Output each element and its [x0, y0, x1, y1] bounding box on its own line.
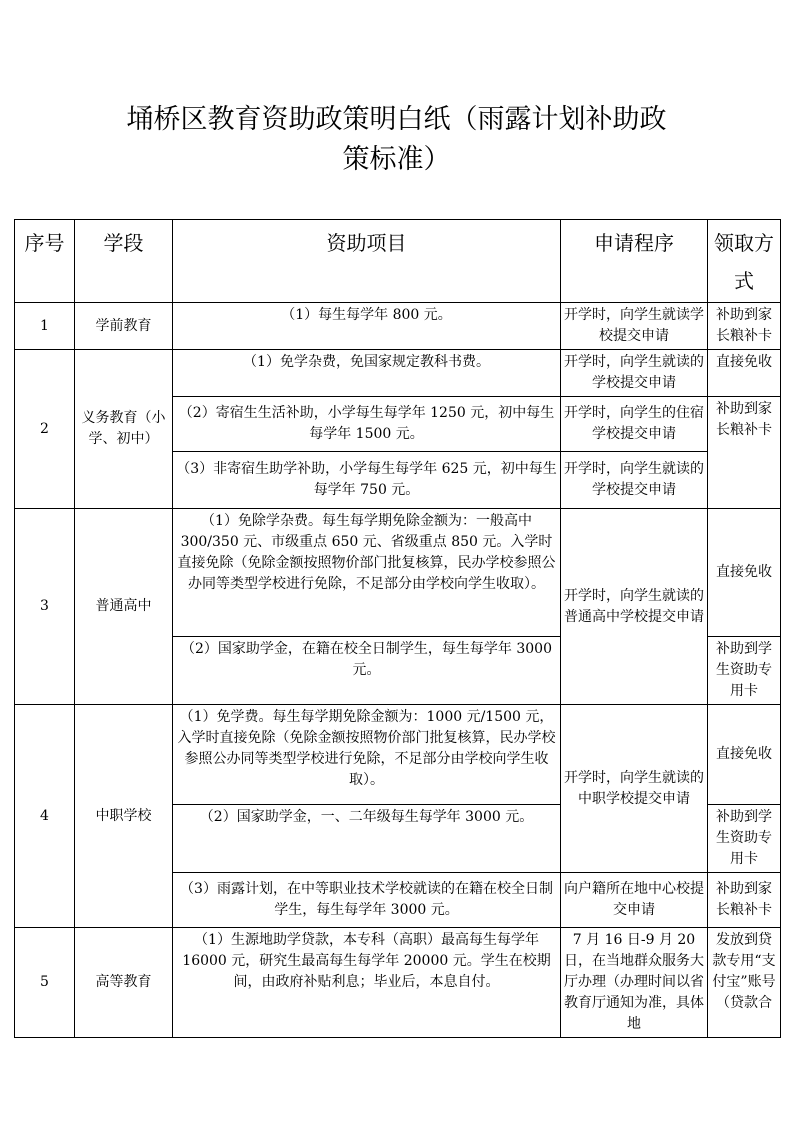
- cell-item: （2）国家助学金，在籍在校全日制学生，每生每学年 3000 元。: [173, 637, 561, 705]
- header-item: 资助项目: [173, 220, 561, 303]
- cell-item: （1）免学费。每生每学期免除金额为：1000 元/1500 元，入学时直接免除（免除金额按照物价部门批复核算，民办学校参照公办同等类型学校进行免除，不足部分由学校向学生收取）。: [173, 705, 561, 805]
- cell-seq: 3: [15, 509, 75, 705]
- cell-stage: 中职学校: [75, 705, 173, 928]
- cell-stage: 普通高中: [75, 509, 173, 705]
- cell-method: 直接免收: [708, 509, 781, 637]
- cell-method: 补助到家长粮补卡: [708, 873, 781, 928]
- cell-procedure: 7 月 16 日-9 月 20 日，在当地群众服务大厅办理（办理时间以省教育厅通知为准，具体地: [561, 928, 708, 1038]
- cell-seq: 5: [15, 928, 75, 1038]
- cell-item: （2）寄宿生生活补助，小学每生每学年 1250 元，初中每生每学年 1500 元。: [173, 397, 561, 452]
- cell-item: （1）生源地助学贷款，本专科（高职）最高每生每学年 16000 元，研究生最高每生每学年 20000 元。学生在校期间，由政府补贴利息；毕业后，本息自付。: [173, 928, 561, 1038]
- cell-procedure: 开学时，向学生就读的学校提交申请: [561, 452, 708, 509]
- table-row: [15, 705, 781, 805]
- cell-method: 直接免收: [708, 350, 781, 397]
- header-seq: 序号: [15, 220, 75, 303]
- cell-procedure: 开学时，向学生就读的学校提交申请: [561, 350, 708, 397]
- cell-procedure: 开学时，向学生就读的普通高中学校提交申请: [561, 509, 708, 705]
- cell-procedure: 开学时，向学生的住宿学校提交申请: [561, 397, 708, 452]
- cell-method: 补助到学生资助专用卡: [708, 637, 781, 705]
- cell-procedure: 向户籍所在地中心校提交申请: [561, 873, 708, 928]
- table-row: [15, 928, 781, 1038]
- cell-item: （2）国家助学金，一、二年级每生每学年 3000 元。: [173, 805, 561, 873]
- policy-table: [14, 219, 781, 1038]
- cell-item: （1）免学杂费，免国家规定教科书费。: [173, 350, 561, 397]
- table-row: [15, 303, 781, 350]
- table-row: [15, 350, 781, 397]
- cell-seq: 4: [15, 705, 75, 928]
- cell-item: （3）雨露计划，在中等职业技术学校就读的在籍在校全日制学生，每生每学年 3000 元。: [173, 873, 561, 928]
- cell-procedure: 开学时，向学生就读学校提交申请: [561, 303, 708, 350]
- cell-item: （1）免除学杂费。每生每学期免除金额为：一般高中 300/350 元、市级重点 650 元、省级重点 850 元。入学时直接免除（免除金额按照物价部门批复核算，民办学校参照公办同等类型学校进行免除，不足部分由学校向学生收取）。: [173, 509, 561, 637]
- cell-method: 补助到家长粮补卡: [708, 303, 781, 350]
- page-title-line-1: 埇桥区教育资助政策明白纸（雨露计划补助政: [126, 104, 667, 135]
- cell-seq: 1: [15, 303, 75, 350]
- cell-method: 发放到贷款专用“支付宝”账号（贷款合: [708, 928, 781, 1038]
- cell-stage: 学前教育: [75, 303, 173, 350]
- header-method: 领取方式: [708, 220, 781, 303]
- header-stage: 学段: [75, 220, 173, 303]
- cell-item: （3）非寄宿生助学补助，小学每生每学年 625 元，初中每生每学年 750 元。: [173, 452, 561, 509]
- cell-seq: 2: [15, 350, 75, 509]
- header-procedure: 申请程序: [561, 220, 708, 303]
- cell-stage: 义务教育（小学、初中）: [75, 350, 173, 509]
- table-row: [15, 509, 781, 637]
- cell-method: 直接免收: [708, 705, 781, 805]
- cell-method: 补助到家长粮补卡: [708, 397, 781, 509]
- cell-procedure: 开学时，向学生就读的中职学校提交申请: [561, 705, 708, 873]
- page-title-line-2: 策标准）: [342, 144, 451, 175]
- table-header-row: [15, 220, 781, 303]
- cell-method: 补助到学生资助专用卡: [708, 805, 781, 873]
- cell-stage: 高等教育: [75, 928, 173, 1038]
- cell-item: （1）每生每学年 800 元。: [173, 303, 561, 350]
